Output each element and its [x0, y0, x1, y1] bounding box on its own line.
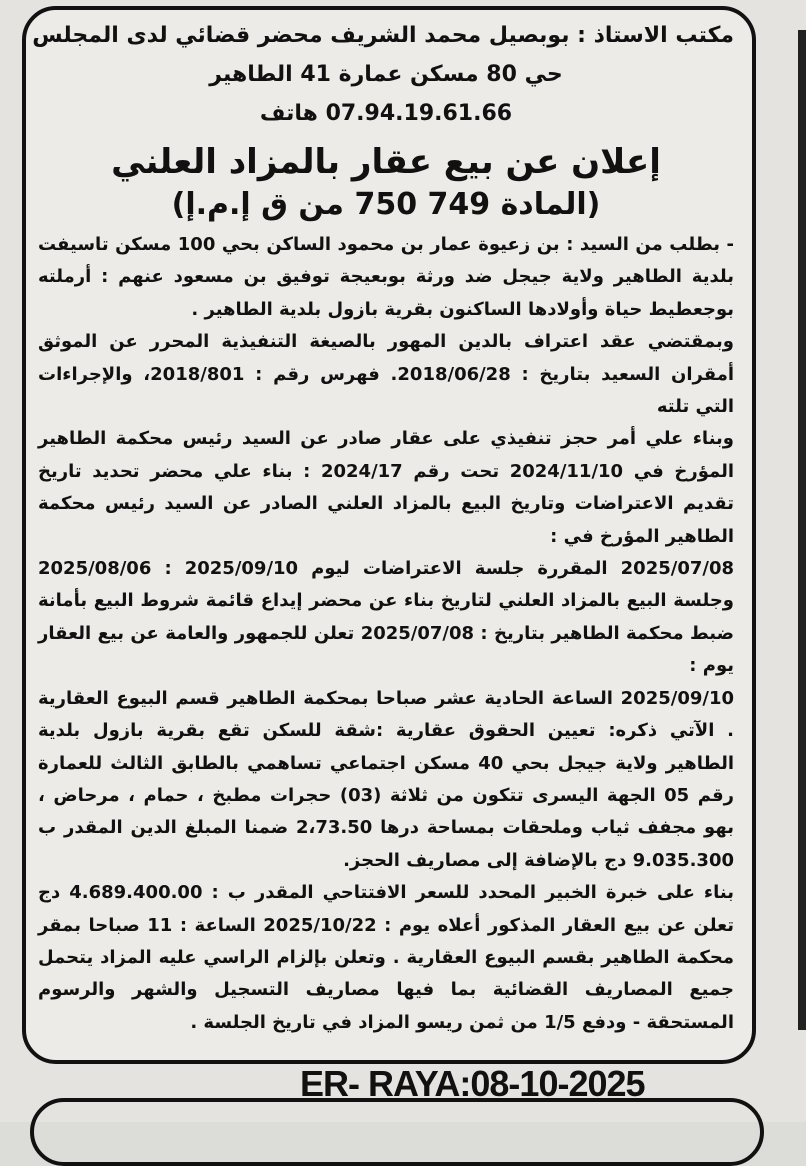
office-phone: 07.94.19.61.66 هاتف: [259, 101, 513, 126]
office-name: مكتب الاستاذ : بوبصيل محمد الشريف محضر قضائي لدى المجلس: [32, 23, 734, 48]
notice-content: [32, 16, 735, 1039]
notice-subtitle: (المادة 749 750 من ق إ.م.إ): [171, 187, 601, 222]
page-edge: [798, 30, 806, 1030]
paragraph-request: - بطلب من السيد : بن زعيوة عمار بن محمود الساكن بحي 100 مسكن تاسيفت بلدية الطاهير ولاية جيجل ضد ورثة بوبعيجة توفيق بن مسعود عنهم : أرملته بوجعطيط حياة وأولادها الساكنون بقرية بازول بلدية الطاهير .: [38, 234, 734, 320]
paragraph-seizure-order: وبناء علي أمر حجز تنفيذي على عقار صادر عن السيد رئيس محكمة الطاهير المؤرخ في 2024/11/10 تحت رقم 2024/17 : بناء علي محضر تحديد تاريخ تقديم الاعتراضات وتاريخ البيع بالمزاد العلني الصادر عن السيد رئيس محكمة الطاهير المؤرخ في :: [38, 428, 734, 547]
newspaper-footer: ER- RAYA:08-10-2025: [300, 1063, 645, 1104]
office-address: حي 80 مسكن عمارة 41 الطاهير: [209, 62, 563, 87]
paragraph-property-description: 2025/09/10 الساعة الحادية عشر صباحا بمحكمة الطاهير قسم البيوع العقارية . الآتي ذكره: تعيين الحقوق عقارية :شقة للسكن تقع بقرية بازول بلدية الطاهير ولاية جيجل بحي 40 مسكن اجتماعي تساهمي بالطابق الثالث للعمارة رقم 05 الجهة اليسرى تتكون من ثلاثة (03) حجرات مطبخ ، حمام ، مرحاض ، بهو مجفف ثياب وملحقات بمساحة درها 2،73.50 ضمنا المبلغ الدين المقدر ب 9.035.300 دج بالإضافة إلى مصاريف الحجز.: [38, 687, 735, 871]
paragraph-hearing-dates: 2025/07/08 المقررة جلسة الاعتراضات ليوم 2025/09/10 : 2025/08/06 وجلسة البيع بالمزاد العلني لتاريخ بناء عن محضر إيداع قائمة شروط البيع بأمانة ضبط محكمة الطاهير بتاريخ : 2025/07/08 تعلن للجمهور والعامة عن بيع العقار يوم :: [38, 558, 734, 677]
notice-title: إعلان عن بيع عقار بالمزاد العلني: [111, 142, 661, 182]
next-notice-frame: [30, 1098, 764, 1166]
paragraph-sale-terms: بناء على خبرة الخبير المحدد للسعر الافتتاحي المقدر ب : 4.689.400.00 دج تعلن عن بيع العقار المذكور أعلاه يوم : 2025/10/22 الساعة : 11 صباحا بمقر محكمة الطاهير بقسم البيوع العقارية . وتعلن بإلزام الراسي عليه المزاد يتحمل جميع المصاريف القضائية بما فيها مصاريف التسجيل والشهر والرسوم المستحقة - ودفع 1/5 من ثمن ريسو المزاد في تاريخ الجلسة .: [38, 882, 735, 1033]
paragraph-debt-deed: وبمقتضي عقد اعتراف بالدين المهور بالصيغة التنفيذية المحرر عن الموثق أمقران السعيد بتاريخ : 2018/06/28. فهرس رقم : 2018/801، والإجراءات التي تلته: [38, 331, 735, 418]
notice-body: [38, 229, 734, 1039]
